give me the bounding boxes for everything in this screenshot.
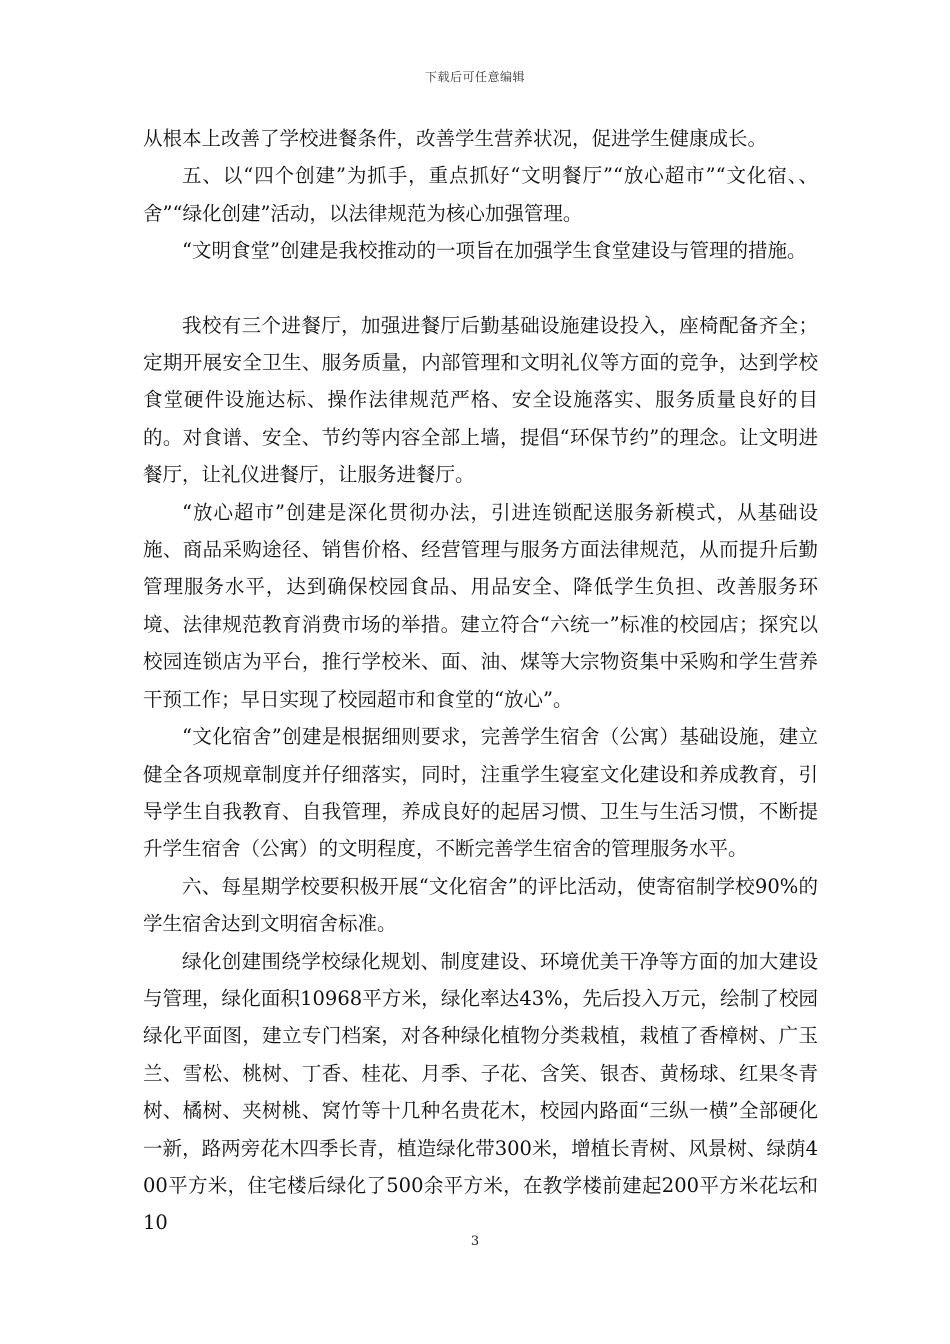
paragraph: 从根本上改善了学校进餐条件，改善学生营养状况，促进学生健康成长。 [143, 127, 768, 150]
paragraph: “放心超市”创建是深化贯彻办法，引进连锁配送服务新模式，从基础设施、商品采购途径、销售价格、经营管理与服务方面法律规范，从而提升后勤管理服务水平，达到确保校园食品、用品安全、降低学生负担、改善服务环境、法律规范教育消费市场的举措。建立符合“六统一”标准的校园店；探究以校园连锁店为平台，推行学校米、面、油、煤等大宗物资集中采购和学生营养干预工作；早日实现了校园超市和食堂的“放心”。 [143, 500, 818, 711]
page-header: 下载后可任意编辑 [424, 70, 525, 84]
paragraph: 绿化创建围绕学校绿化规划、制度建设、环境优美干净等方面的加大建设与管理，绿化面积10968平方米，绿化率达43%，先后投入万元，绘制了校园绿化平面图，建立专门档案，对各种绿化植物分类栽植，栽植了香樟树、广玉兰、雪松、桃树、丁香、桂花、月季、子花、含笑、银杏、黄杨球、红果冬青树、橘树、夹树桃、窝竹等十几种名贵花木，校园内路面“三纵一横”全部硬化一新，路两旁花木四季长青，植造绿化带300米，增植长青树、风景树、绿荫400平方米，住宅楼后绿化了500余平方米，在教学楼前建起200平方米花坛和10 [143, 949, 818, 1235]
document-body [143, 120, 818, 1242]
paragraph: “文化宿舍”创建是根据细则要求，完善学生宿舍（公寓）基础设施，建立健全各项规章制度并仔细落实，同时，注重学生寝室文化建设和养成教育，引导学生自我教育、自我管理，养成良好的起居习惯、卫生与生活习惯，不断提升学生宿舍（公寓）的文明程度，不断完善学生宿舍的管理服务水平。 [143, 725, 818, 861]
page-number: 3 [470, 1234, 480, 1249]
paragraph: 五、以“四个创建”为抓手，重点抓好“文明餐厅”“放心超市”“文化宿、、舍”“绿化创建”活动，以法律规范为核心加强管理。 [143, 164, 818, 225]
paragraph: “文明食堂”创建是我校推动的一项旨在加强学生食堂建设与管理的措施。 [182, 239, 807, 263]
paragraph: 六、每星期学校要积极开展“文化宿舍”的评比活动，使寄宿制学校90%的学生宿舍达到文明宿舍标准。 [143, 874, 818, 936]
blank-line [143, 270, 818, 307]
paragraph: 我校有三个进餐厅，加强进餐厅后勤基础设施建设投入，座椅配备齐全；定期开展安全卫生、服务质量，内部管理和文明礼仪等方面的竞争，达到学校食堂硬件设施达标、操作法律规范严格、安全设施落实、服务质量良好的目的。对食谱、安全、节约等内容全部上墙，提倡“环保节约”的理念。让文明进餐厅，让礼仪进餐厅，让服务进餐厅。 [143, 313, 818, 487]
